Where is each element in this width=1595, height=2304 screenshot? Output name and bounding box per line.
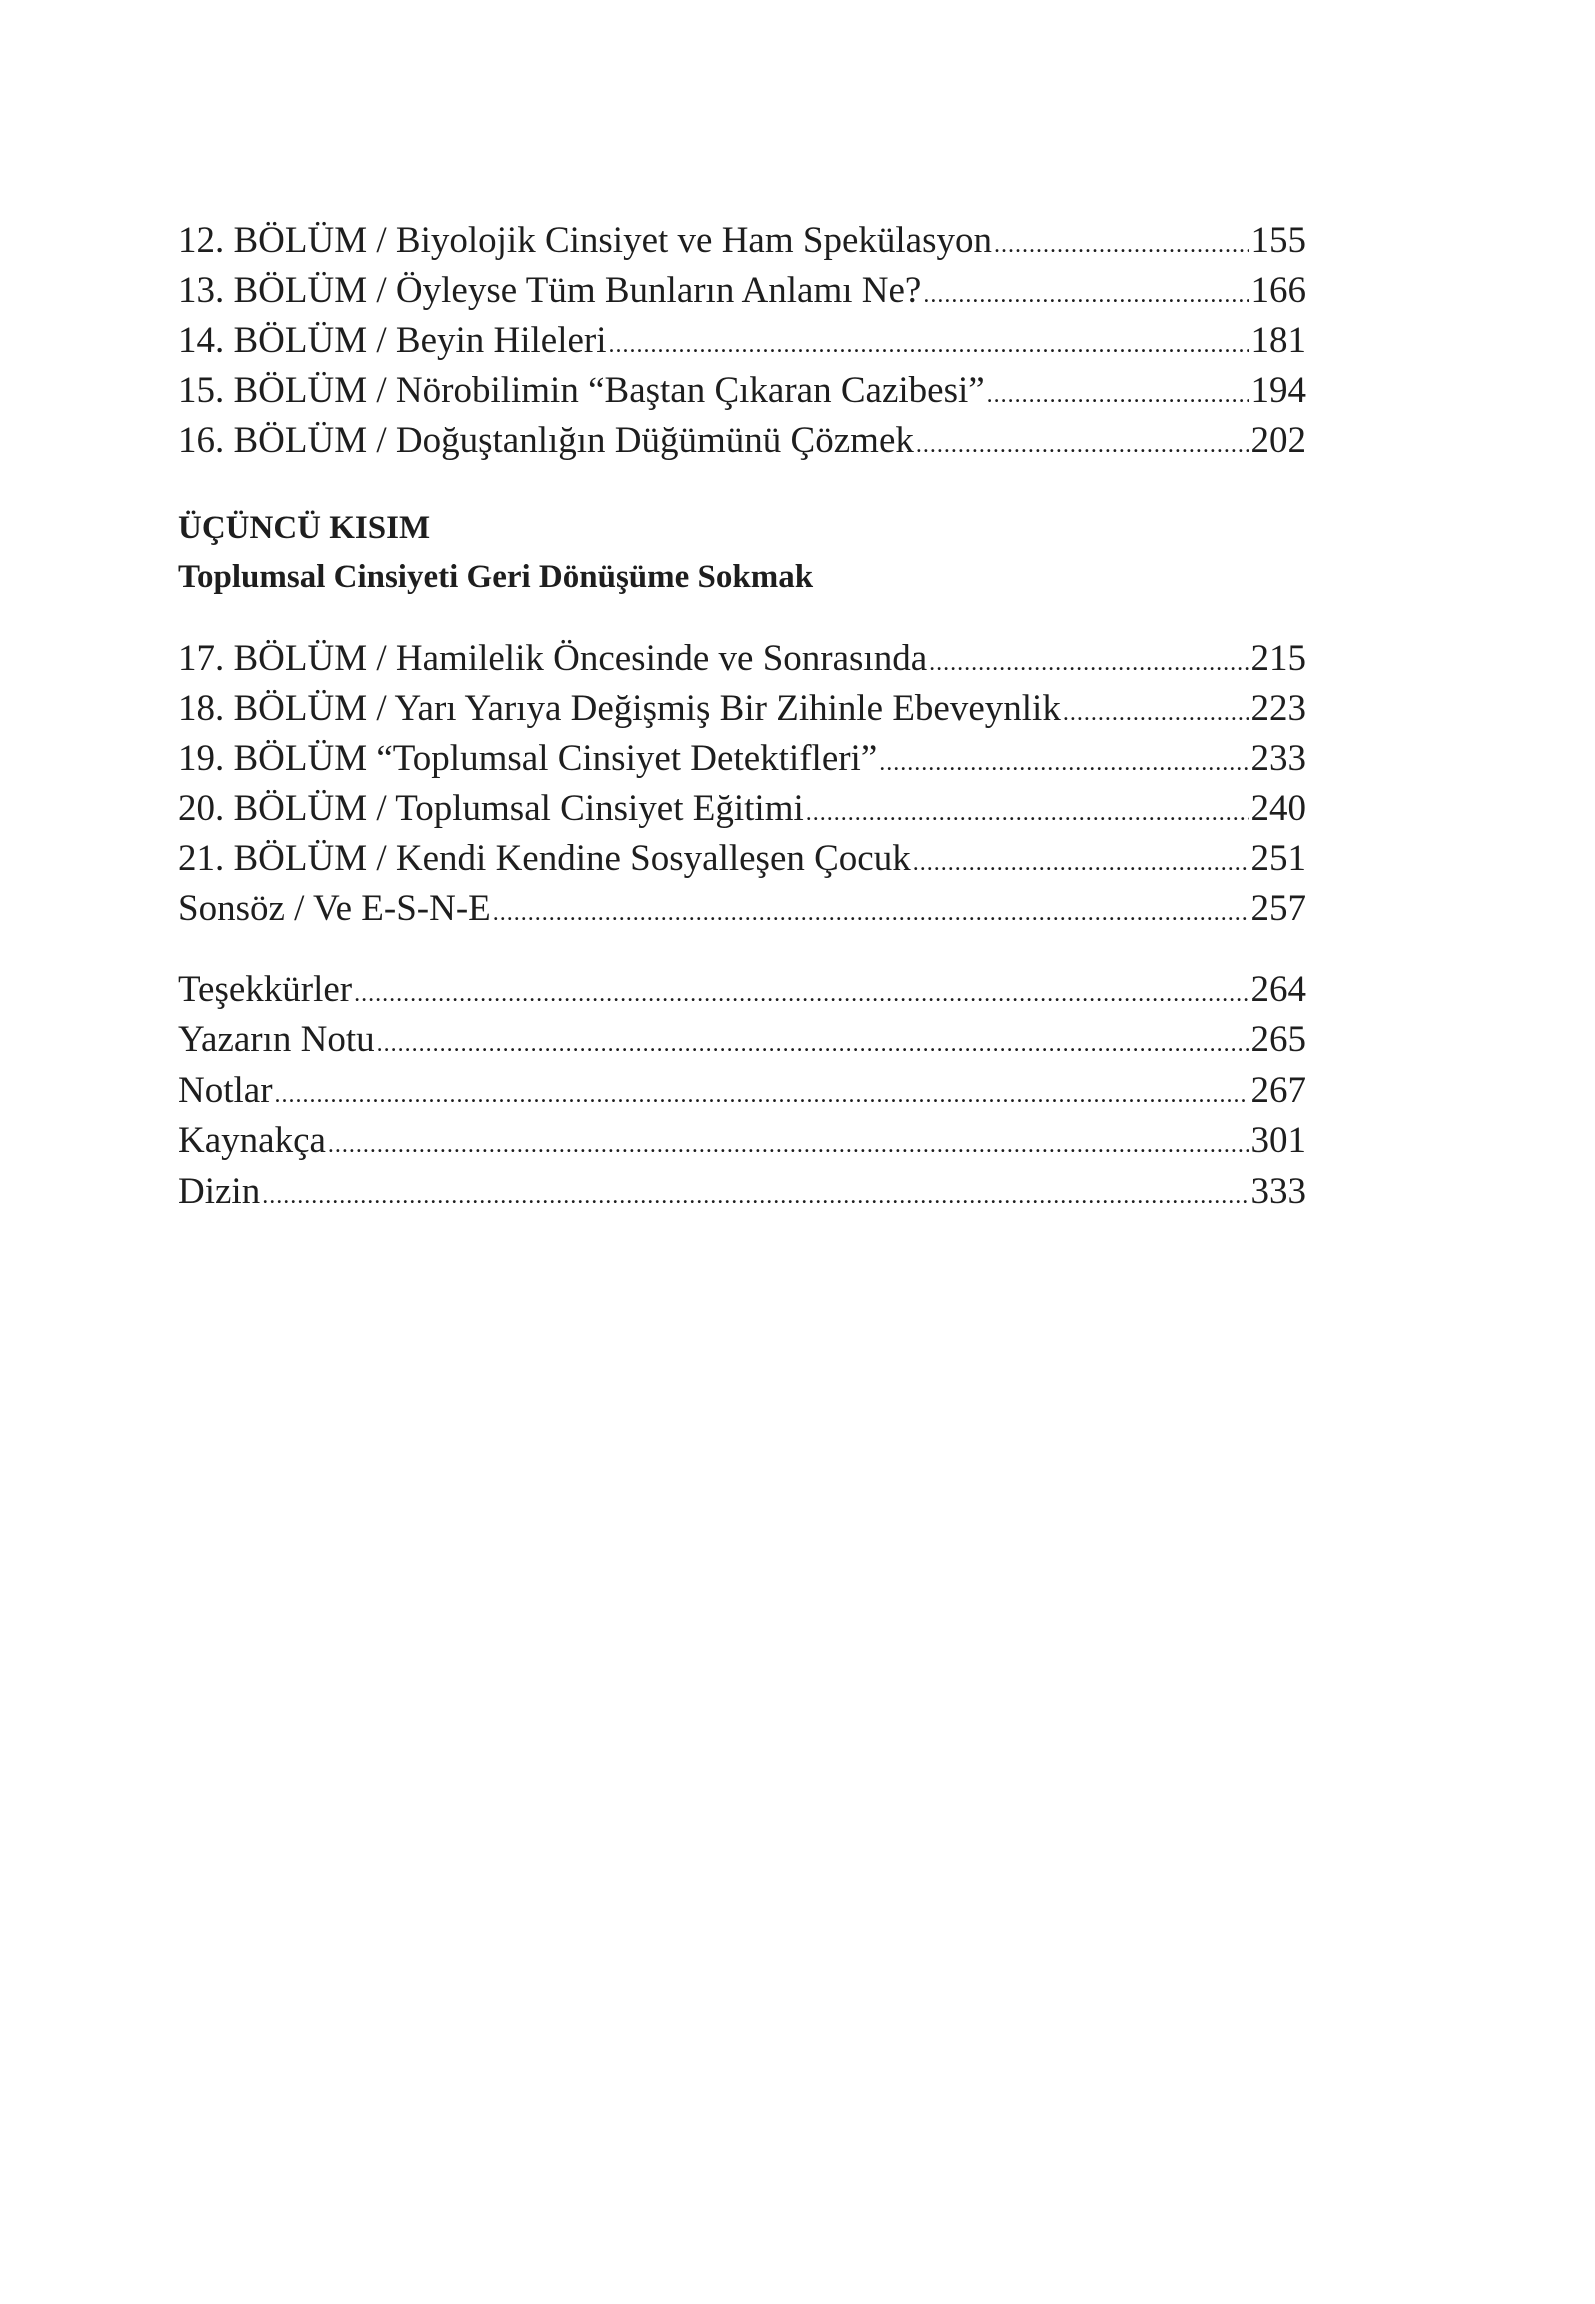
entry-title: 21. BÖLÜM / Kendi Kendine Sosyalleşen Çocuk [178, 838, 911, 879]
toc-entry[interactable] [178, 834, 1306, 884]
page-number: 267 [1250, 1070, 1306, 1111]
page-number: 240 [1250, 788, 1306, 829]
part-heading: ÜÇÜNCÜ KISIM [178, 510, 431, 546]
toc-entry[interactable] [178, 684, 1306, 734]
toc-entry[interactable] [178, 884, 1306, 934]
toc-entry[interactable] [178, 734, 1306, 784]
page-number: 233 [1250, 738, 1306, 779]
page-number: 194 [1250, 370, 1306, 411]
toc-entry[interactable] [178, 266, 1306, 316]
part-subtitle: Toplumsal Cinsiyeti Geri Dönüşüme Sokmak [178, 559, 814, 595]
toc-entry[interactable] [178, 216, 1306, 266]
toc-entry[interactable] [178, 965, 1306, 1015]
entry-title: 17. BÖLÜM / Hamilelik Öncesinde ve Sonrasında [178, 638, 928, 679]
dot-leader [493, 884, 1249, 938]
dot-leader [879, 734, 1248, 788]
page-number: 223 [1250, 688, 1306, 729]
dot-leader [806, 784, 1249, 838]
entry-title: 20. BÖLÜM / Toplumsal Cinsiyet Eğitimi [178, 788, 804, 829]
dot-leader [929, 634, 1248, 688]
entry-title: 16. BÖLÜM / Doğuştanlığın Düğümünü Çözmek [178, 420, 914, 461]
dot-leader [262, 1167, 1248, 1221]
page-number: 202 [1250, 420, 1306, 461]
entry-title: 13. BÖLÜM / Öyleyse Tüm Bunların Anlamı Ne? [178, 270, 922, 311]
entry-title: Kaynakça [178, 1120, 326, 1161]
page-number: 251 [1250, 838, 1306, 879]
dot-leader [328, 1116, 1249, 1170]
toc-entry[interactable] [178, 416, 1306, 466]
page-number: 257 [1250, 888, 1306, 929]
dot-leader [377, 1015, 1249, 1069]
page-number: 301 [1250, 1120, 1306, 1161]
dot-leader [923, 266, 1248, 320]
dot-leader [609, 316, 1249, 370]
dot-leader [994, 216, 1249, 270]
dot-leader [913, 834, 1249, 888]
dot-leader [275, 1066, 1249, 1120]
entry-title: Notlar [178, 1070, 273, 1111]
entry-title: Dizin [178, 1171, 261, 1212]
entry-title: 12. BÖLÜM / Biyolojik Cinsiyet ve Ham Spekülasyon [178, 220, 992, 261]
toc-entry[interactable] [178, 1116, 1306, 1166]
entry-title: 18. BÖLÜM / Yarı Yarıya Değişmiş Bir Zihinle Ebeveynlik [178, 688, 1061, 729]
entry-title: 15. BÖLÜM / Nörobilimin “Baştan Çıkaran Cazibesi” [178, 370, 985, 411]
entry-title: 19. BÖLÜM “Toplumsal Cinsiyet Detektifleri” [178, 738, 878, 779]
page-number: 264 [1250, 969, 1306, 1010]
page-number: 215 [1250, 638, 1306, 679]
dot-leader [1063, 684, 1249, 738]
entry-title: 14. BÖLÜM / Beyin Hileleri [178, 320, 607, 361]
toc-entry[interactable] [178, 1066, 1306, 1116]
toc-entry[interactable] [178, 634, 1306, 684]
dot-leader [354, 965, 1248, 1019]
entry-title: Teşekkürler [178, 969, 353, 1010]
entry-title: Sonsöz / Ve E-S-N-E [178, 888, 491, 929]
page-number: 166 [1250, 270, 1306, 311]
toc-entry[interactable] [178, 1167, 1306, 1217]
dot-leader [916, 416, 1249, 470]
page-number: 181 [1250, 320, 1306, 361]
page-number: 333 [1250, 1171, 1306, 1212]
toc-entry[interactable] [178, 784, 1306, 834]
toc-entry[interactable] [178, 366, 1306, 416]
toc-entry[interactable] [178, 316, 1306, 366]
toc-entry[interactable] [178, 1015, 1306, 1065]
entry-title: Yazarın Notu [178, 1019, 375, 1060]
page-number: 155 [1250, 220, 1306, 261]
dot-leader [987, 366, 1249, 420]
page-number: 265 [1250, 1019, 1306, 1060]
